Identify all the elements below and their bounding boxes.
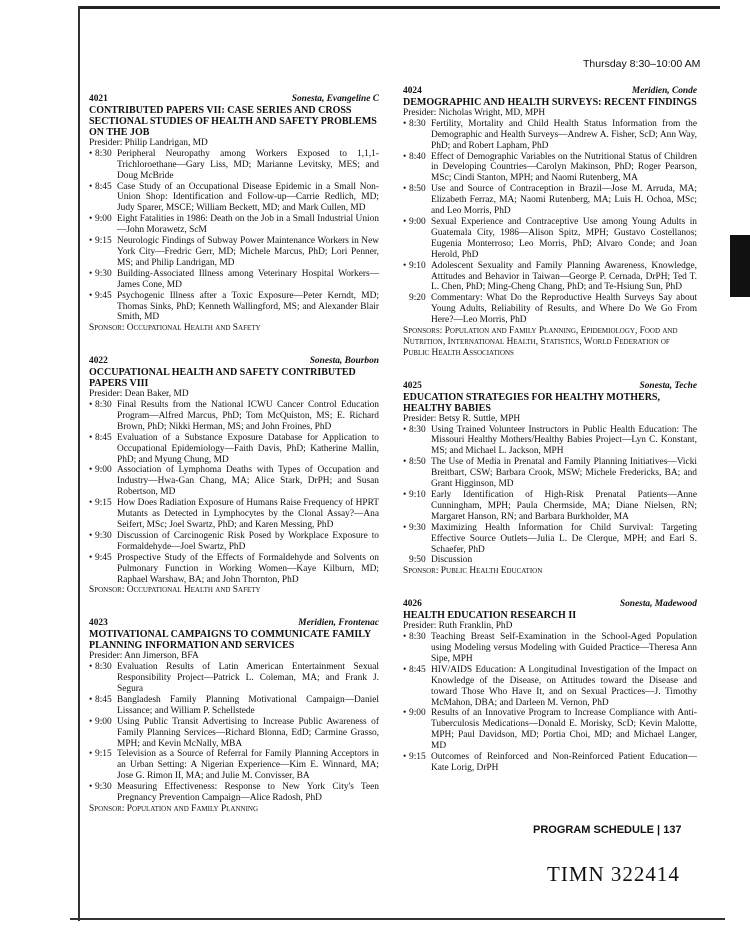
sponsor-label: Sponsor: <box>89 323 125 334</box>
session-venue: Sonesta, Bourbon <box>309 356 379 367</box>
bullet-icon: • <box>89 214 93 225</box>
bullet-icon: • <box>403 184 407 195</box>
session-header <box>89 356 379 367</box>
talk-time: 8:30 <box>95 662 112 673</box>
session-block <box>89 94 379 334</box>
talk-time: 9:30 <box>95 268 112 279</box>
talk-text: Case Study of an Occupational Disease Epidemic in a Small Non-Union Shop: Identification and Follow-up—Carrie Redlich, MD; Judy Sparer, MSCE; William Beckett, MD; and Mark Cullen, MD <box>117 181 379 214</box>
talk-item <box>89 782 379 804</box>
talk-text: Television as a Source of Referral for Family Planning Acceptors in an Urban Setting: A Nigerian Experience—Kim E. Winnard, MA; Jose G. Rimon II, MA; and Julie M. Convisser, BA <box>117 749 379 782</box>
talk-item <box>89 498 379 531</box>
talk-time: 9:10 <box>409 260 426 271</box>
talk-list <box>403 119 697 326</box>
session-presider: Presider: Betsy R. Suttle, MPH <box>403 413 521 424</box>
talk-item <box>403 752 697 774</box>
bullet-icon: • <box>403 664 407 675</box>
talk-item <box>403 425 697 458</box>
talk-text: Final Results from the National ICWU Cancer Control Education Program—Alfred Marcus, PhD; Tom McQuiston, MS; E. Richard Brown, PhD; Nikki Herman, MS; and John Froines, PhD <box>117 400 379 432</box>
bullet-icon: • <box>89 290 93 301</box>
talk-time: 8:30 <box>409 632 426 643</box>
bullet-icon: • <box>89 465 93 476</box>
session-sponsor <box>89 585 379 596</box>
session-presider: Presider: Dean Baker, MD <box>89 389 189 400</box>
session-venue: Meridien, Conde <box>631 86 697 96</box>
talk-time: 9:30 <box>95 530 112 541</box>
talk-text: Psychogenic Illness after a Toxic Exposure—Peter Kerndt, MD; Thomas Sinks, PhD; Kenneth Wallingford, MS; and Alexander Blair Smith, MD <box>117 290 379 323</box>
talk-list <box>89 400 379 585</box>
session-title: DEMOGRAPHIC AND HEALTH SURVEYS: RECENT FINDINGS <box>403 96 697 108</box>
session-venue: Sonesta, Teche <box>639 380 697 391</box>
talk-time: 8:40 <box>409 151 426 162</box>
talk-item <box>403 293 697 326</box>
session-venue: Meridien, Frontenac <box>298 618 379 629</box>
talk-item <box>89 149 379 182</box>
bullet-icon: • <box>89 498 93 509</box>
talk-text: Building-Associated Illness among Veterinary Hospital Workers—James Cone, MD <box>117 268 379 290</box>
bullet-icon: • <box>89 268 93 279</box>
sponsor-label: Sponsor: <box>89 803 125 814</box>
bullet-icon: • <box>403 490 407 500</box>
talk-time: 9:00 <box>409 708 426 719</box>
talk-text: Teaching Breast Self-Examination in the School-Aged Population using Modeling versus Modeling with Guided Practice—Theresa Ann Sipe, MPH <box>431 632 697 664</box>
talk-item <box>89 717 379 750</box>
bullet-icon: • <box>403 151 407 162</box>
talk-text: The Use of Media in Prenatal and Family Planning Initiatives—Vicki Breitbart, CSW; Barbara Crook, MSW; Michele Fredericks, BA; and Grant Higginson, MD <box>431 457 697 490</box>
bullet-icon: • <box>403 118 407 129</box>
session-block <box>403 599 697 774</box>
session-number: 4024 <box>403 86 422 96</box>
session-block <box>89 618 379 815</box>
talk-text: Using Trained Volunteer Instructors in Public Health Education: The Missouri Healthy Mothers/Healthy Babies Project—Lyn C. Konstant, MS; and Michael L. Jackson, MPH <box>431 424 697 457</box>
bullet-icon: • <box>403 522 407 533</box>
talk-time: 9:45 <box>95 290 112 301</box>
sponsor-text: Occupational Health and Safety <box>126 323 261 334</box>
talk-time: 8:30 <box>409 118 426 129</box>
talk-item <box>403 457 697 490</box>
talk-text: Adolescent Sexuality and Family Planning Awareness, Knowledge, Attitudes and Behavior in Taiwan—George P. Cernada, DrPH; Ted T. L. Chen, PhD; Ming-Cheng Chang, PhD; and Te-Hsiung Sun, PhD <box>431 260 697 293</box>
talk-item <box>403 632 697 665</box>
session-header <box>403 86 697 97</box>
talk-time: 9:15 <box>409 752 426 763</box>
session-sponsor <box>403 326 697 359</box>
bullet-icon: • <box>89 432 93 443</box>
talk-time: 9:45 <box>95 552 112 563</box>
sponsor-label: Sponsors: <box>403 326 443 337</box>
bullet-icon: • <box>403 752 407 763</box>
talk-item <box>89 400 379 433</box>
bullet-icon: • <box>403 708 407 719</box>
session-number: 4022 <box>89 356 108 367</box>
bullet-icon: • <box>89 694 93 705</box>
session-number: 4021 <box>89 94 108 104</box>
talk-time: 8:50 <box>409 184 426 195</box>
talk-text: HIV/AIDS Education: A Longitudinal Investigation of the Impact on Knowledge of the Disease, on Attitudes toward the Disease and toward Those Who Have It, and on Sexual Practices—J. Timothy McMahon, DBA; and Darleen M. Vernon, PhD <box>431 664 697 708</box>
talk-text: Neurologic Findings of Subway Power Maintenance Workers in New York City—Fredric Gerr, MD; Michele Marcus, PhD; Lori Penner, MS; and Philip Landrigan, MD <box>117 236 379 268</box>
talk-time: 9:20 <box>409 293 426 304</box>
session-sponsor <box>403 566 697 577</box>
talk-item <box>89 182 379 215</box>
session-sponsor <box>89 804 379 815</box>
talk-text: Evaluation Results of Latin American Entertainment Sexual Responsibility Project—Patrick L. Coleman, MA; and Frank J. Segura <box>117 662 379 694</box>
talk-time: 9:15 <box>95 498 112 509</box>
talk-item <box>89 214 379 236</box>
session-presider: Presider: Nicholas Wright, MD, MPH <box>403 107 546 118</box>
scan-edge-top <box>80 6 720 9</box>
bullet-icon: • <box>403 457 407 468</box>
talk-text: Discussion <box>431 555 473 566</box>
talk-text: Use and Source of Contraception in Brazil—Jose M. Arruda, MA; Elizabeth Ferraz, MA; Naomi Rutenberg, MA; Luis H. Ochoa, MSc; and Leo Morris, PhD <box>431 184 697 217</box>
talk-text: Early Identification of High-Risk Prenatal Patients—Anne Cunningham, MPH; Paula Chermside, MA; Diane Nielsen, RN; Margaret Hanson, RN; and Barbara Burkholder, MA <box>431 490 697 522</box>
talk-time: 8:30 <box>95 400 112 411</box>
talk-item <box>89 433 379 466</box>
bullet-icon: • <box>89 662 93 673</box>
session-number: 4023 <box>89 618 108 629</box>
talk-text: Prospective Study of the Effects of Formaldehyde and Solvents on Pulmonary Function in Working Women—Kaye Kilburn, MD; Raphael Warshaw, BA; and John Thornton, PhD <box>117 552 379 585</box>
talk-item <box>89 749 379 782</box>
sponsor-text: Occupational Health and Safety <box>126 585 261 596</box>
talk-item <box>403 152 697 185</box>
bullet-icon: • <box>89 749 93 760</box>
session-header <box>403 599 697 610</box>
session-block <box>403 381 697 578</box>
bullet-icon: • <box>89 181 93 192</box>
sponsor-label: Sponsor: <box>89 585 125 596</box>
talk-item <box>89 531 379 553</box>
talk-text: Bangladesh Family Planning Motivational Campaign—Daniel Lissance; and William P. Schellstede <box>117 694 379 716</box>
session-title: MOTIVATIONAL CAMPAIGNS TO COMMUNICATE FAMILY PLANNING INFORMATION AND SERVICES <box>89 629 371 652</box>
session-sponsor <box>89 323 379 334</box>
bullet-icon: • <box>89 782 93 793</box>
talk-text: Discussion of Carcinogenic Risk Posed by Workplace Exposure to Formaldehyde—Joel Swartz, PhD <box>117 530 379 552</box>
talk-time: 9:50 <box>409 555 426 566</box>
session-title: HEALTH EDUCATION RESEARCH II <box>403 610 577 622</box>
talk-time: 9:30 <box>409 522 426 533</box>
talk-item <box>89 269 379 291</box>
talk-time: 8:45 <box>95 181 112 192</box>
header-time: Thursday 8:30–10:00 AM <box>583 58 701 70</box>
bullet-icon: • <box>89 236 93 247</box>
talk-item <box>89 662 379 695</box>
talk-text: Evaluation of a Substance Exposure Database for Application to Occupational Epidemiology—Faith Davis, PhD; Katherine Mallin, PhD; and Myung Chung, MD <box>117 432 379 465</box>
bullet-icon: • <box>89 716 93 727</box>
talk-time: 9:00 <box>409 216 426 227</box>
talk-item <box>403 523 697 556</box>
talk-time: 8:45 <box>95 432 112 443</box>
talk-time: 8:30 <box>95 148 112 159</box>
session-title: OCCUPATIONAL HEALTH AND SAFETY CONTRIBUTED PAPERS VIII <box>89 367 356 390</box>
bullet-icon: • <box>89 552 93 563</box>
talk-time: 8:50 <box>409 457 426 468</box>
talk-list <box>403 425 697 567</box>
talk-list <box>403 632 697 774</box>
talk-time: 9:00 <box>95 465 112 476</box>
session-presider: Presider: Philip Landrigan, MD <box>89 137 208 148</box>
right-column <box>403 86 697 796</box>
bullet-icon: • <box>403 424 407 435</box>
talk-text: Association of Lymphoma Deaths with Types of Occupation and Industry—Hwa-Gan Chang, MA; Alice Stark, DrPH; and Susan Robertson, MD <box>117 465 379 498</box>
talk-time: 8:30 <box>409 424 426 435</box>
talk-list <box>89 149 379 324</box>
session-block <box>403 86 697 359</box>
bullet-icon: • <box>403 260 407 271</box>
talk-time: 8:45 <box>95 694 112 705</box>
talk-text: Eight Fatalities in 1986: Death on the Job in a Small Industrial Union—John Morawetz, ScM <box>117 214 379 236</box>
session-venue: Sonesta, Madewood <box>619 599 697 610</box>
sponsor-text: Public Health Education <box>440 566 543 577</box>
session-presider: Presider: Ruth Franklin, PhD <box>403 621 513 632</box>
talk-text: Sexual Experience and Contraceptive Use among Young Adults in Guatemala City, 1986—Alison Spitz, MPH; Gustavo Costellanos; Eugenia Monterroso; Leo Morris, PhD; Alvaro Conde; and Joan Herold, PhD <box>431 216 697 260</box>
session-title: EDUCATION STRATEGIES FOR HEALTHY MOTHERS, HEALTHY BABIES <box>403 391 660 414</box>
footer-page-label: PROGRAM SCHEDULE | 137 <box>533 824 682 836</box>
session-title: CONTRIBUTED PAPERS VII: CASE SERIES AND CROSS SECTIONAL STUDIES OF HEALTH AND SAFETY PROBLEMS ON THE JOB <box>89 104 377 138</box>
bullet-icon: • <box>89 530 93 541</box>
session-header <box>89 618 379 629</box>
talk-text: Measuring Effectiveness: Response to New York City's Teen Pregnancy Prevention Campaign—Alice Radosh, PhD <box>117 782 379 804</box>
talk-list <box>89 662 379 804</box>
talk-time: 8:45 <box>409 664 426 675</box>
scan-edge-left <box>78 6 80 921</box>
bullet-icon: • <box>403 216 407 227</box>
talk-text: Outcomes of Reinforced and Non-Reinforced Patient Education—Kate Lorig, DrPH <box>431 752 697 773</box>
talk-time: 9:15 <box>95 749 112 760</box>
session-header <box>89 94 379 105</box>
talk-time: 9:00 <box>95 214 112 225</box>
document-stamp: TIMN 322414 <box>547 862 680 886</box>
session-presider: Presider: Ann Jimerson, BFA <box>89 651 199 662</box>
session-venue: Sonesta, Evangeline C <box>291 94 379 104</box>
session-number: 4025 <box>403 380 422 391</box>
session-block <box>89 356 379 596</box>
bullet-icon: • <box>89 148 93 159</box>
talk-text: Commentary: What Do the Reproductive Health Surveys Say about Young Adults, Reliability of Results, and Where Do We Go From Here?—Leo Morris, PhD <box>431 293 697 326</box>
talk-item <box>403 708 697 752</box>
talk-item <box>89 695 379 717</box>
talk-item <box>403 217 697 261</box>
session-number: 4026 <box>403 599 422 610</box>
talk-time: 9:15 <box>95 236 112 247</box>
talk-text: Using Public Transit Advertising to Increase Public Awareness of Family Planning Services—Richard Blonna, EdD; Carmine Grasso, MPH; and Kevin McNally, MBA <box>117 716 379 749</box>
talk-item <box>89 553 379 586</box>
talk-time: 9:00 <box>95 716 112 727</box>
talk-time: 9:30 <box>95 782 112 793</box>
bullet-icon: • <box>89 400 93 411</box>
talk-text: Results of an Innovative Program to Increase Compliance with Anti-Tuberculosis Medications—Donald E. Morisky, ScD; Kevin Malotte, MPH; Paul Davidson, MD; Portia Choi, MD; and Michael Langer, MD <box>431 708 697 752</box>
sponsor-text: Population and Family Planning, Epidemiology, Food and Nutrition, International Health, Statistics, World Federation of Public Health Associations <box>403 326 678 358</box>
talk-item <box>403 261 697 294</box>
talk-text: Peripheral Neuropathy among Workers Exposed to 1,1,1-Trichloroethane—Gary Liss, MD; Marianne Levitsky, MES; and Doug McBride <box>117 148 379 181</box>
talk-item <box>89 236 379 269</box>
talk-item <box>403 119 697 152</box>
session-header <box>403 381 697 392</box>
talk-item <box>89 465 379 498</box>
talk-item <box>403 665 697 709</box>
bullet-icon: • <box>403 632 407 643</box>
sponsor-text: Population and Family Planning <box>126 803 259 814</box>
left-column <box>89 94 379 837</box>
talk-text: How Does Radiation Exposure of Humans Raise Frequency of HPRT Mutants as Detected in Lymphocytes by the Clonal Assay?—Ana Seifert, MSc; Joel Swartz, PhD; and Karen Messing, PhD <box>117 498 379 530</box>
talk-text: Fertility, Mortality and Child Health Status Information from the Demographic and Health Surveys—Andrew A. Fisher, ScD; Ann Way, PhD; and Robert Lapham, PhD <box>431 118 697 151</box>
talk-item <box>403 555 697 566</box>
talk-text: Effect of Demographic Variables on the Nutritional Status of Children in Developing Countries—Carolyn Makinson, PhD; Roger Pearson, MSc; Cindi Stanton, MPH; and Naomi Rutenberg, MA <box>431 151 697 184</box>
talk-item <box>403 184 697 217</box>
sponsor-label: Sponsor: <box>403 566 439 577</box>
talk-time: 9:10 <box>409 490 426 500</box>
page-edge-tab <box>730 235 750 297</box>
scan-edge-bottom <box>70 918 725 920</box>
talk-item <box>403 490 697 523</box>
talk-text: Maximizing Health Information for Child Survival: Targeting Effective Source Outlets—Julia L. De Clerque, MPH; and Earl S. Schaefer, PhD <box>431 522 697 555</box>
talk-item <box>89 291 379 324</box>
